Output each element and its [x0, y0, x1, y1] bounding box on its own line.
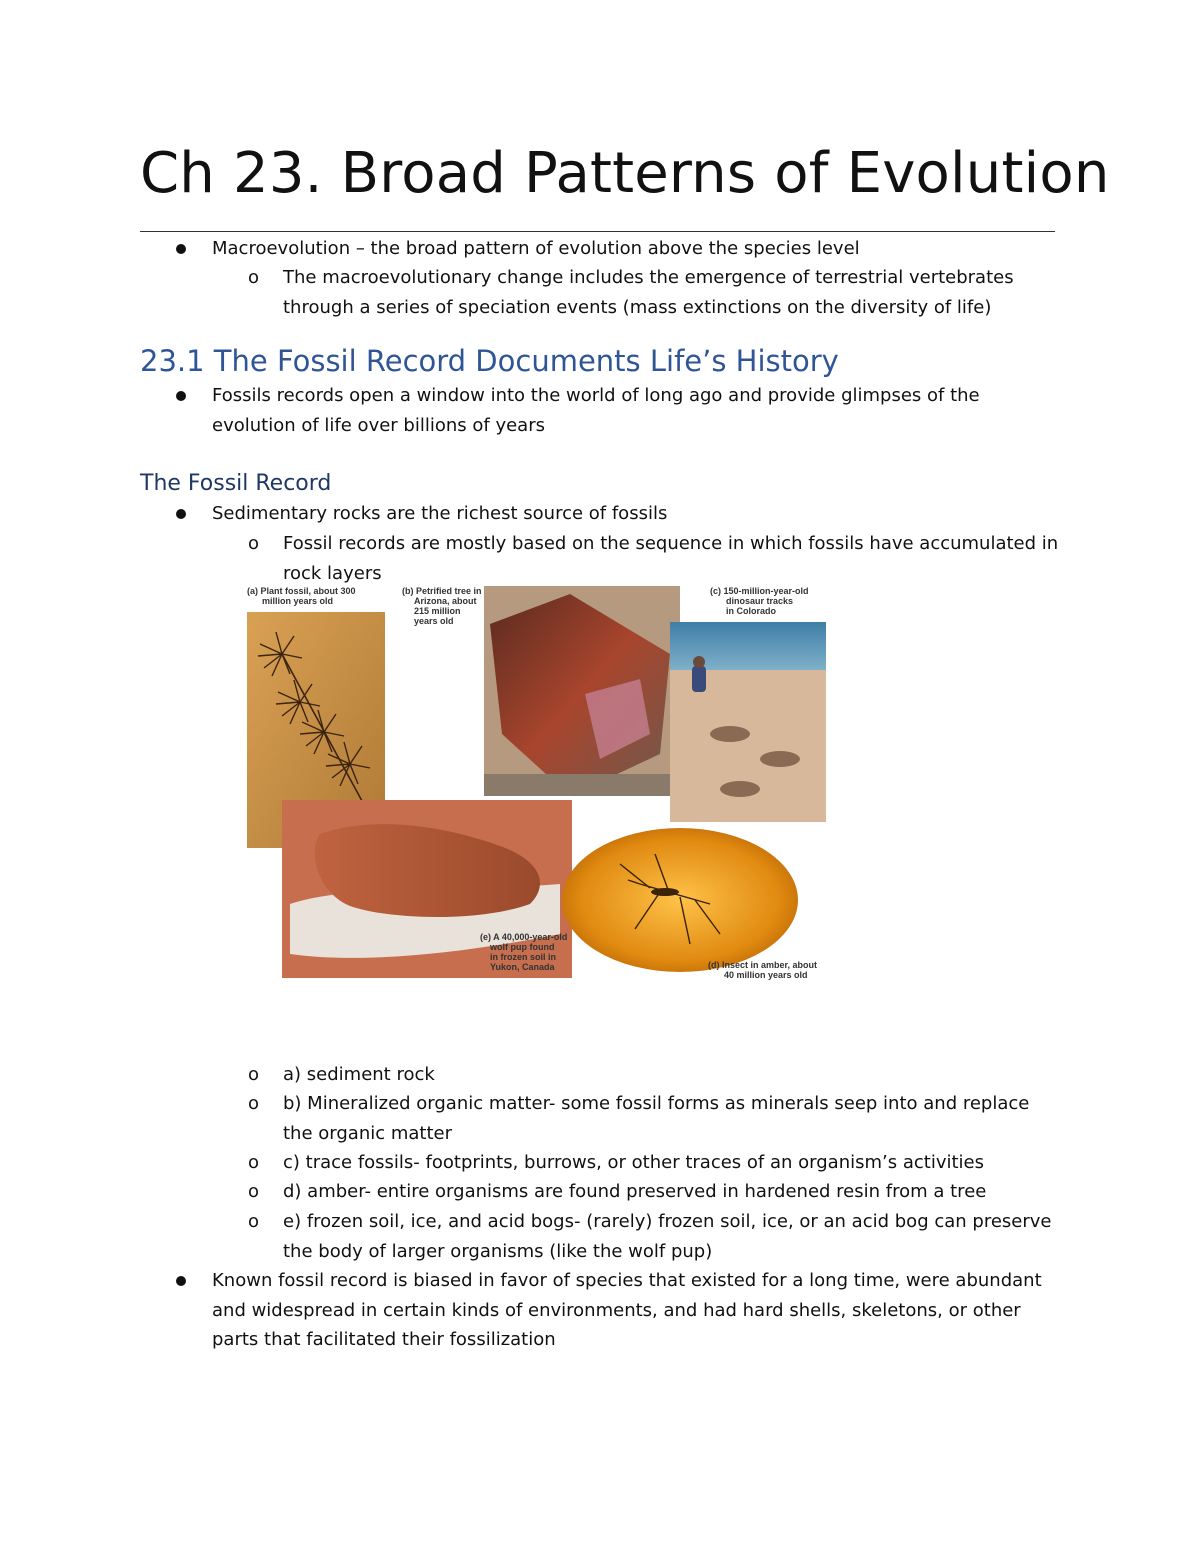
type-a: a) sediment rock: [283, 1064, 435, 1085]
petrified-tree-image: [484, 586, 680, 796]
macroevolution-sub: The macroevolutionary change includes the emergence of terrestrial vertebrates through a series of speciation events (mass extinctions on the diversity of life): [283, 267, 1014, 318]
bullet-dot: [176, 391, 186, 401]
sub-bullet-circle: o: [248, 1093, 260, 1114]
type-d: d) amber- entire organisms are found preserved in hardened resin from a tree: [283, 1181, 987, 1202]
caption-c: (c) 150-million-year-old dinosaur tracks in Colorado: [710, 586, 809, 616]
type-e: e) frozen soil, ice, and acid bogs- (rarely) frozen soil, ice, or an acid bog can preserve the body of larger organisms (like the wolf pup): [283, 1211, 1052, 1262]
fossil-types-figure: [240, 584, 830, 984]
sub-bullet-circle: o: [248, 1064, 260, 1085]
sub-bullet-circle: o: [248, 1211, 260, 1232]
rock-layers-sub: Fossil records are mostly based on the sequence in which fossils have accumulated in rock layers: [283, 533, 1059, 584]
caption-b: (b) Petrified tree in Arizona, about 215 million years old: [402, 586, 482, 626]
section-heading-23-1: 23.1 The Fossil Record Documents Life’s History: [140, 344, 839, 378]
sub-bullet-circle: o: [248, 1181, 260, 1202]
bullet-dot: [176, 1276, 186, 1286]
bullet-dot: [176, 509, 186, 519]
dinosaur-tracks-image: [670, 622, 826, 822]
subsection-heading-fossil-record: The Fossil Record: [140, 471, 332, 496]
title-rule: [140, 231, 1055, 232]
bullet-dot: [176, 244, 186, 254]
type-b: b) Mineralized organic matter- some fossil forms as minerals seep into and replace the organic matter: [283, 1093, 1030, 1144]
caption-e: (e) A 40,000-year-old wolf pup found in frozen soil in Yukon, Canada: [480, 932, 568, 972]
macroevolution-bullet: Macroevolution – the broad pattern of evolution above the species level: [212, 238, 860, 259]
sub-bullet-circle: o: [248, 533, 260, 554]
page-title: Ch 23. Broad Patterns of Evolution: [140, 141, 1110, 206]
sedimentary-bullet: Sedimentary rocks are the richest source of fossils: [212, 503, 668, 524]
insect-in-amber-image: [562, 828, 798, 972]
caption-a: (a) Plant fossil, about 300 million years old: [247, 586, 356, 606]
sub-bullet-circle: o: [248, 1152, 260, 1173]
fossils-window-bullet: Fossils records open a window into the world of long ago and provide glimpses of the evolution of life over billions of years: [212, 385, 980, 436]
sub-bullet-circle: o: [248, 267, 260, 288]
type-c: c) trace fossils- footprints, burrows, or other traces of an organism’s activities: [283, 1152, 984, 1173]
bias-bullet: Known fossil record is biased in favor of species that existed for a long time, were abundant and widespread in certain kinds of environments, and had hard shells, skeletons, or other parts that facilitated their fossilization: [212, 1270, 1042, 1350]
caption-d: (d) Insect in amber, about 40 million years old: [708, 960, 818, 980]
